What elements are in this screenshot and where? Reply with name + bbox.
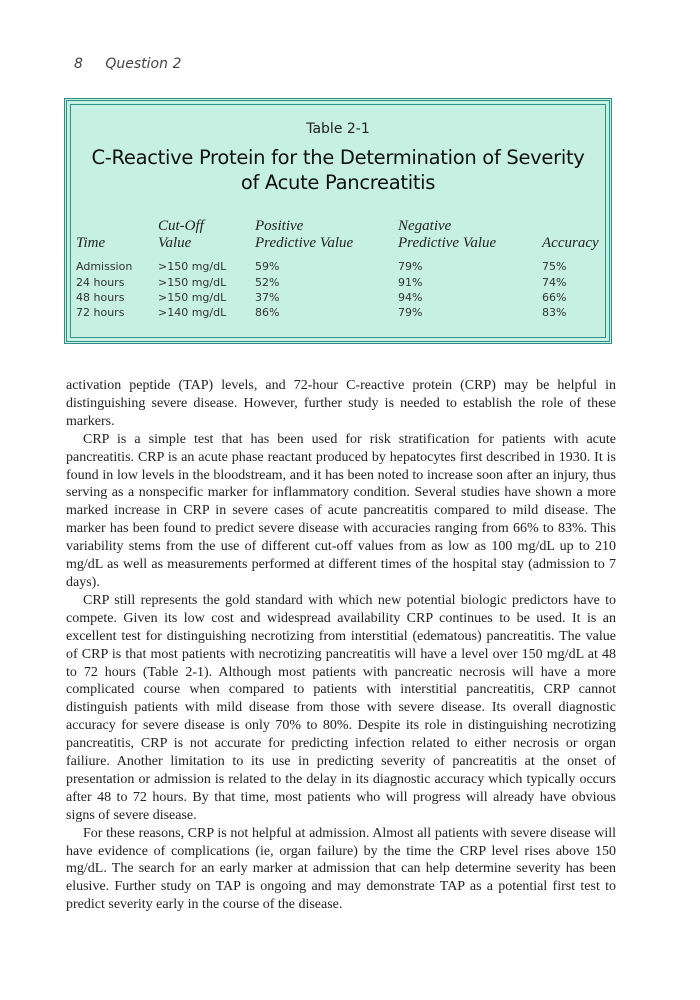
paragraph-continued: activation peptide (TAP) levels, and 72-hour C-reactive protein (CRP) may be helpful in distinguishing severe disease. However, further study is needed to establish the role of these markers. xyxy=(66,378,616,429)
cell-accuracy: 66% xyxy=(542,291,567,304)
column-header-npv xyxy=(398,218,496,252)
column-header-cutoff xyxy=(158,218,204,252)
cell-accuracy: 75% xyxy=(542,260,567,273)
body-text xyxy=(66,377,616,914)
header-line: Value xyxy=(158,235,192,251)
cell-time: 72 hours xyxy=(76,306,125,319)
page-number: 8 xyxy=(74,56,83,72)
cell-npv: 94% xyxy=(398,291,423,304)
cell-time: Admission xyxy=(76,260,133,273)
column-header-accuracy xyxy=(542,218,599,252)
column-header-ppv xyxy=(255,218,353,252)
cell-npv: 79% xyxy=(398,260,423,273)
paragraph: CRP is a simple test that has been used for risk stratification for patients with acute pancreatitis. CRP is an acute phase reactant produced by hepatocytes first described in 1930. It is found in low levels in the bloodstream, and it has been noted to increase soon after an injury, thus serving as a nonspecific marker for inflammatory condition. Several studies have shown a more marked increase in CRP in severe cases of acute pancreatitis compared to mild disease. The marker has been found to predict severe disease with accuracies ranging from 66% to 83%. This variability stems from the use of different cut-off values from as low as 100 mg/dL up to 210 mg/dL as well as measurements performed at different times of the hospital stay (admission to 7 days). xyxy=(66,431,616,590)
header-line xyxy=(542,218,599,235)
cell-ppv: 37% xyxy=(255,291,280,304)
section-title: Question 2 xyxy=(105,56,182,72)
running-head xyxy=(74,56,181,72)
paragraph: CRP still represents the gold standard with which new potential biologic predictors have to compete. Given its low cost and widespread availability CRP continues to be used. It is an excellent test for distinguishing necrotizing from interstitial (edematous) pancreatitis. The value of CRP is that most patients with necrotizing pancreatitis will have a level over 150 mg/dL at 48 to 72 hours (Table 2-1). Although most patients with pancreatic necrosis will have a more complicated course when compared to patients with interstitial pancreatitis, CRP cannot distinguish patients with mild disease from those with severe disease. Its overall diagnostic accuracy for severe disease is only 70% to 80%. Despite its role in distinguishing necrotizing pancreatitis, CRP is not accurate for predicting infection related to either necrosis or organ failiure. Another limitation to its use in predicting severity of pancreatitis at the onset of presentation or admission is related to the delay in its diagnostic accuracy which typically occurs after 48 to 72 hours. By that time, most patients who will progress will already have obvious signs of severe disease. xyxy=(66,592,616,823)
header-line: Predictive Value xyxy=(398,235,497,251)
column-header-time xyxy=(76,218,105,252)
paragraph: For these reasons, CRP is not helpful at admission. Almost all patients with severe disease will have evidence of complications (ie, organ failure) by the time the CRP level rises above 150 mg/dL. The search for an early marker at admission that can help determine severity has been elusive. Further study on TAP is ongoing and may demonstrate TAP as a potential first test to predict severity early in the course of the disease. xyxy=(66,825,616,913)
cell-cutoff: >150 mg/dL xyxy=(158,276,227,289)
header-line: Cut-Off xyxy=(158,218,204,234)
header-line: Negative xyxy=(398,218,452,234)
cell-cutoff: >150 mg/dL xyxy=(158,291,227,304)
table-title: C-Reactive Protein for the Determination of Severity of Acute Pancreatitis xyxy=(91,146,585,194)
cell-accuracy: 74% xyxy=(542,276,567,289)
table-row xyxy=(67,260,609,276)
cell-time: 24 hours xyxy=(76,276,125,289)
header-line: Accuracy xyxy=(542,235,599,251)
header-line xyxy=(76,218,105,235)
header-line: Positive xyxy=(255,218,304,234)
table-row xyxy=(67,276,609,292)
cell-ppv: 86% xyxy=(255,306,280,319)
table-label: Table 2-1 xyxy=(306,121,370,137)
header-line: Predictive Value xyxy=(255,235,354,251)
cell-cutoff: >140 mg/dL xyxy=(158,306,227,319)
cell-time: 48 hours xyxy=(76,291,125,304)
cell-npv: 79% xyxy=(398,306,423,319)
table-box xyxy=(64,98,612,344)
cell-ppv: 59% xyxy=(255,260,280,273)
cell-ppv: 52% xyxy=(255,276,280,289)
header-line: Time xyxy=(76,235,106,251)
cell-npv: 91% xyxy=(398,276,423,289)
cell-accuracy: 83% xyxy=(542,306,567,319)
table-row xyxy=(67,306,609,322)
table-row xyxy=(67,291,609,307)
cell-cutoff: >150 mg/dL xyxy=(158,260,227,273)
